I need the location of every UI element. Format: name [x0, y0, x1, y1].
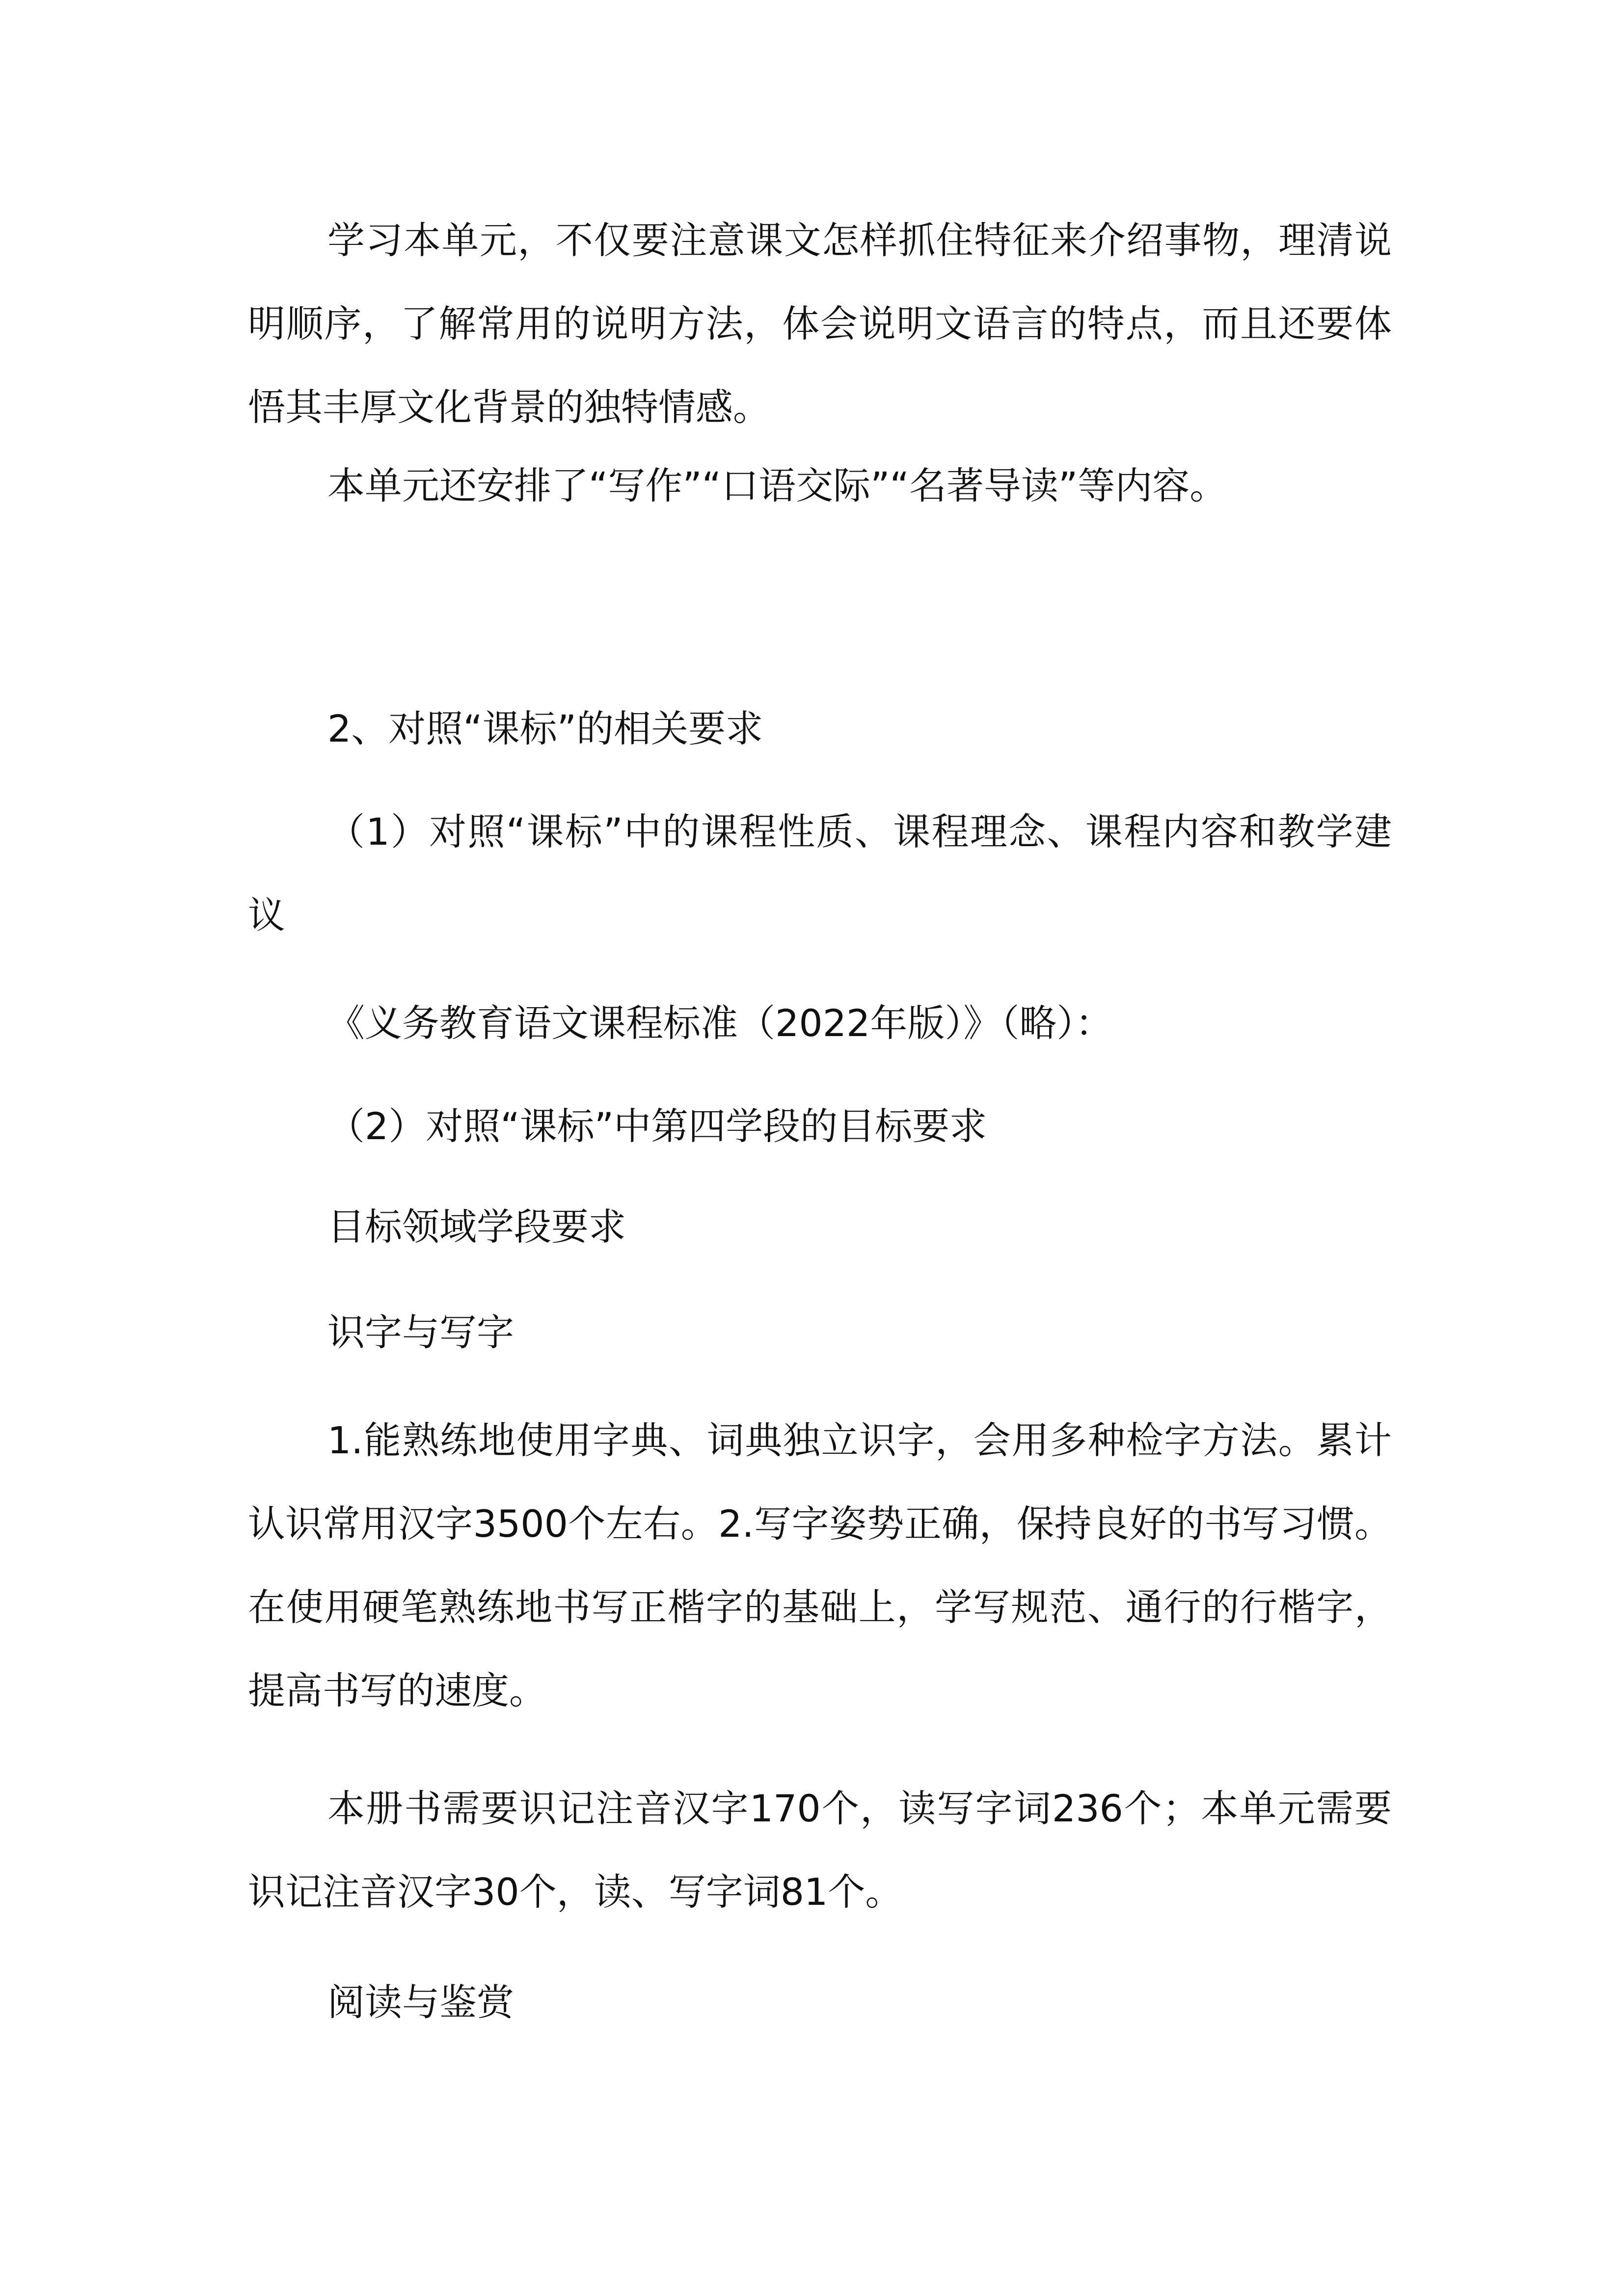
- paragraph-curriculum-standard: 《义务教育语文课程标准（2022年版）》（略）：: [327, 1001, 1113, 1045]
- subheading-course-nature: （1）对照“课标”中的课程性质、课程理念、课程内容和教学建议: [248, 810, 1392, 937]
- label-goal-domain: 目标领域学段要求: [327, 1205, 626, 1249]
- paragraph-character-counts: 本册书需要识记注音汉字170个，读写字词236个；本单元需要识记注音汉字30个，读、写字词81个。: [248, 1787, 1392, 1914]
- paragraph-unit-arrangement: 本单元还安排了“写作”“口语交际”“名著导读”等内容。: [327, 464, 1227, 507]
- subheading-stage-four-goals: （2）对照“课标”中第四学段的目标要求: [327, 1104, 987, 1148]
- label-literacy-writing: 识字与写字: [327, 1310, 514, 1354]
- paragraph-unit-learning: 学习本单元，不仅要注意课文怎样抓住特征来介绍事物，理清说明顺序，了解常用的说明方法，体会说明文语言的特点，而且还要体悟其丰厚文化背景的独特情感。: [248, 218, 1392, 429]
- paragraph-literacy-requirements: 1.能熟练地使用字典、词典独立识字，会用多种检字方法。累计认识常用汉字3500个左右。2.写字姿势正确，保持良好的书写习惯。在使用硬笔熟练地书写正楷字的基础上，学写规范、通行的行楷字，提高书写的速度。: [248, 1418, 1392, 1712]
- label-reading-appreciation: 阅读与鉴赏: [327, 1980, 514, 2024]
- section-heading-standard-requirements: 2、对照“课标”的相关要求: [327, 707, 763, 750]
